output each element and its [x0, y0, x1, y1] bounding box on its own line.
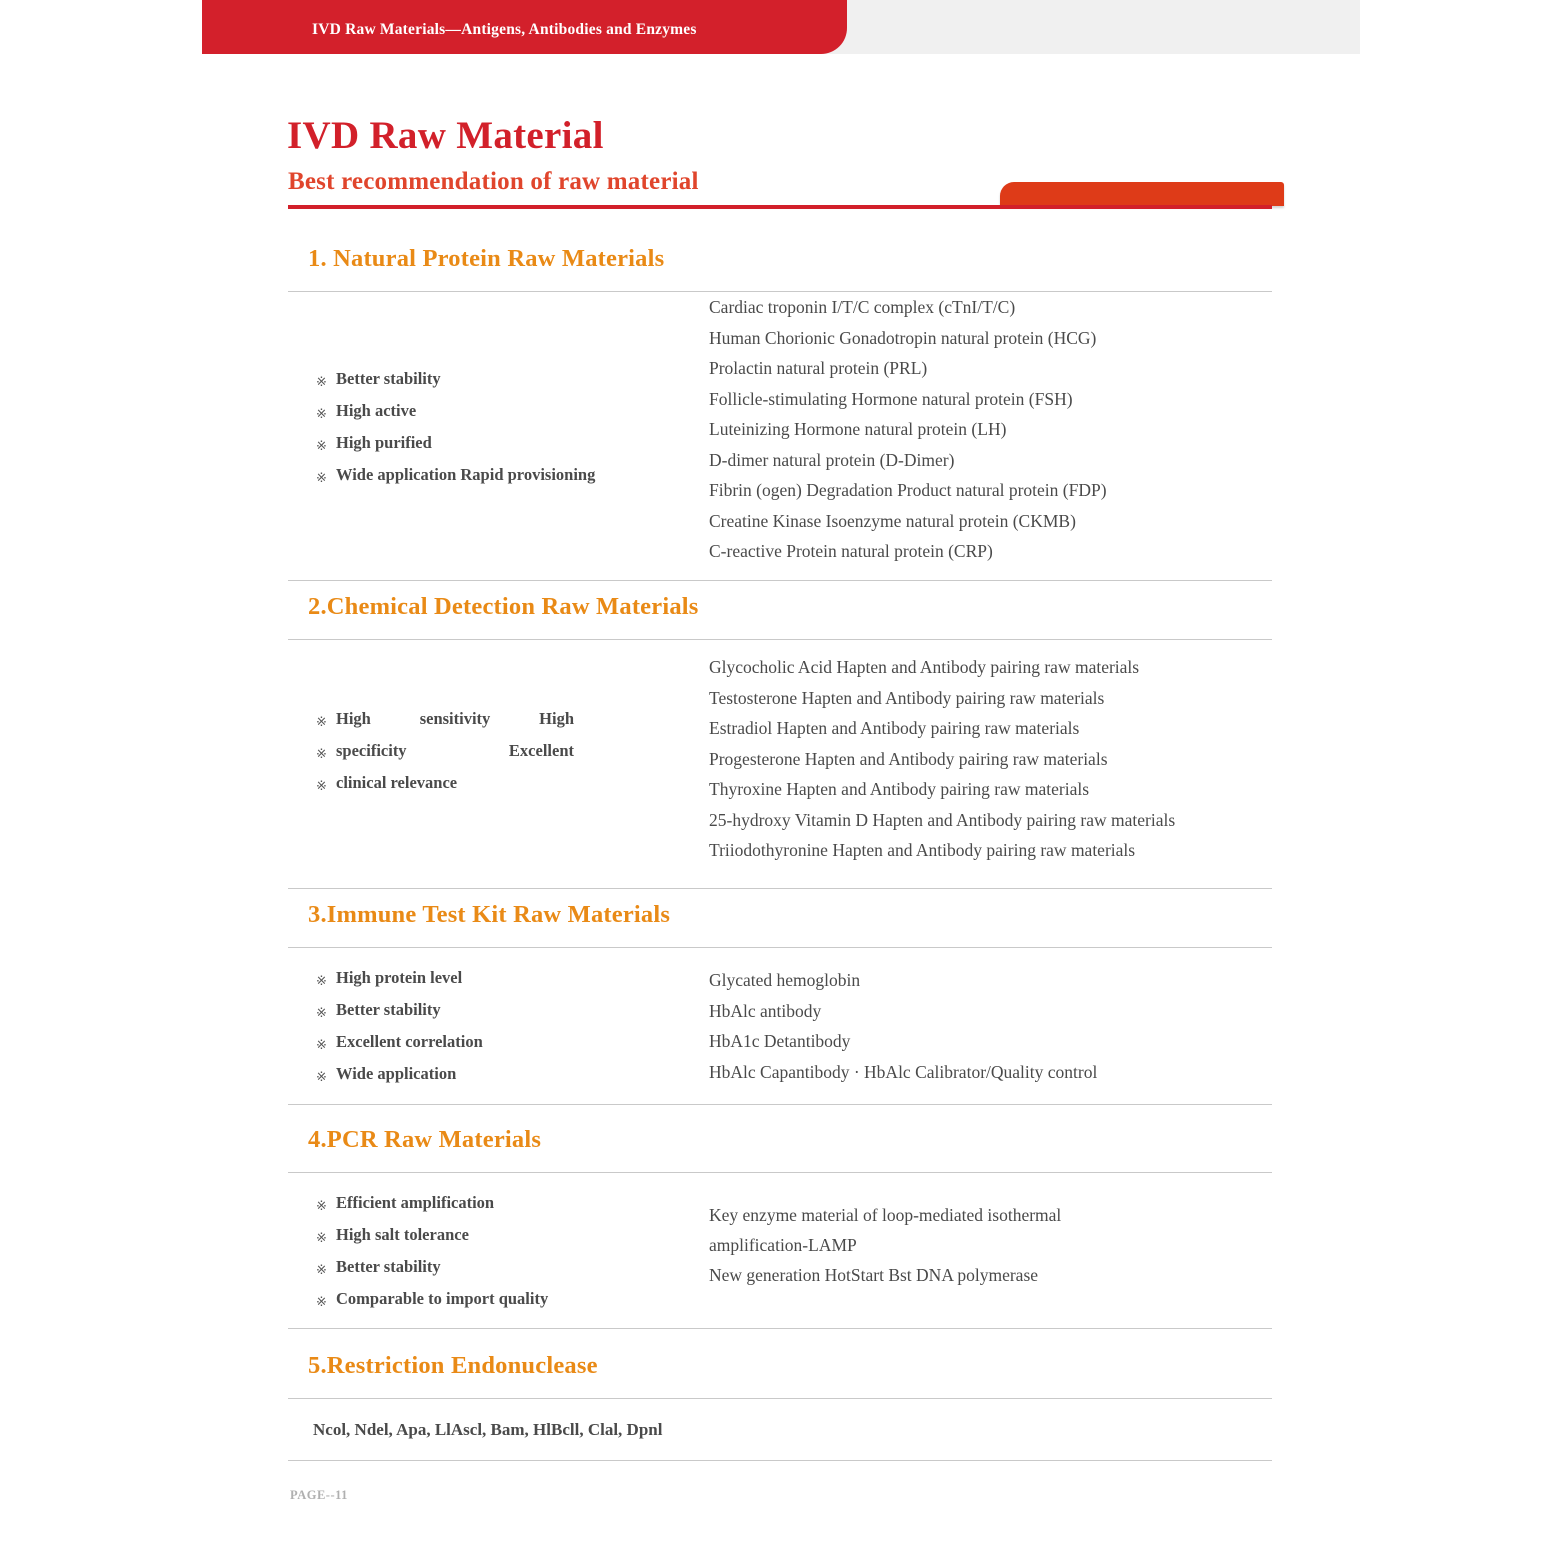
bullet-icon: ※ — [316, 746, 327, 761]
bullet-label: Excellent correlation — [336, 1032, 483, 1051]
bullet-icon: ※ — [316, 1230, 327, 1245]
bullet-icon: ※ — [316, 973, 327, 988]
list-item: C-reactive Protein natural protein (CRP) — [709, 541, 993, 561]
list-item — [316, 368, 696, 393]
list-item: Glycocholic Acid Hapten and Antibody pairing raw materials — [709, 657, 1140, 677]
section-heading-4: 4.PCR Raw Materials — [308, 1126, 542, 1153]
list-item: Testosterone Hapten and Antibody pairing raw materials — [709, 687, 1105, 708]
bullet-icon: ※ — [316, 1294, 327, 1309]
page-subtitle: Best recommendation of raw material — [288, 168, 699, 195]
bullet-icon: ※ — [316, 778, 327, 793]
list-item — [316, 999, 696, 1024]
bullet-icon: ※ — [316, 470, 327, 485]
title-rule — [288, 205, 1272, 209]
bullet-label: Better stability — [336, 369, 441, 388]
bullet-label: High salt tolerance — [336, 1225, 469, 1244]
list-item: HbAlc antibody — [709, 1000, 822, 1021]
bullet-icon: ※ — [316, 406, 327, 421]
bullet-label: Comparable to import quality — [336, 1289, 549, 1308]
list-item — [316, 1224, 696, 1249]
bullet-label: Better stability — [336, 1257, 441, 1276]
bullet-icon: ※ — [316, 1005, 327, 1020]
list-item: Fibrin (ogen) Degradation Product natural protein (FDP) — [709, 480, 1107, 500]
section-1-bullets — [316, 368, 696, 496]
bullet-icon: ※ — [316, 1069, 327, 1084]
list-item — [316, 740, 696, 765]
list-item — [316, 708, 696, 733]
list-item: Creatine Kinase Isoenzyme natural protein (CKMB) — [709, 510, 1076, 531]
bullet-label: Wide application Rapid provisioning — [336, 465, 596, 484]
bullet-label: High purified — [336, 433, 432, 452]
list-item: New generation HotStart Bst DNA polymerase — [709, 1265, 1039, 1285]
list-item — [316, 967, 696, 992]
section-3-items — [709, 965, 1269, 1087]
list-item — [316, 464, 696, 489]
section-divider-5-top — [288, 1328, 1272, 1329]
list-item: Estradiol Hapten and Antibody pairing raw materials — [709, 718, 1080, 738]
list-item: Triiodothyronine Hapten and Antibody pairing raw materials — [709, 840, 1136, 860]
list-item: Key enzyme material of loop-mediated isothermal amplification-LAMP — [709, 1205, 1062, 1255]
list-item: Thyroxine Hapten and Antibody pairing raw materials — [709, 779, 1090, 799]
list-item: Glycated hemoglobin — [709, 970, 861, 990]
bullet-label: clinical relevance — [336, 773, 458, 792]
bullet-label: High protein level — [336, 968, 463, 987]
section-1-items — [709, 292, 1269, 567]
section-divider-3-top — [288, 888, 1272, 889]
section-3-bullets — [316, 967, 696, 1095]
endonuclease-list: Ncol, Ndel, Apa, LlAscl, Bam, HlBcll, Clal, Dpnl — [313, 1420, 663, 1439]
list-item: D-dimer natural protein (D-Dimer) — [709, 449, 955, 470]
list-item — [316, 400, 696, 425]
list-item: Progesterone Hapten and Antibody pairing raw materials — [709, 748, 1108, 769]
bullet-icon: ※ — [316, 374, 327, 389]
header-title: IVD Raw Materials—Antigens, Antibodies and Enzymes — [312, 21, 697, 38]
bullet-label: specificity Excellent — [336, 741, 574, 760]
bullet-label: High sensitivity High — [336, 709, 574, 728]
list-item — [316, 1063, 696, 1088]
list-item: HbAlc Capantibody · HbAlc Calibrator/Quality control — [709, 1061, 1098, 1082]
list-item: Human Chorionic Gonadotropin natural protein (HCG) — [709, 327, 1097, 348]
bullet-icon: ※ — [316, 1037, 327, 1052]
section-divider-2 — [288, 639, 1272, 640]
list-item: Cardiac troponin I/T/C complex (cTnI/T/C) — [709, 297, 1016, 317]
list-item — [316, 772, 696, 797]
bullet-label: Better stability — [336, 1000, 441, 1019]
bullet-icon: ※ — [316, 714, 327, 729]
section-heading-3: 3.Immune Test Kit Raw Materials — [308, 901, 671, 928]
section-divider-3 — [288, 947, 1272, 948]
list-item: 25-hydroxy Vitamin D Hapten and Antibody pairing raw materials — [709, 809, 1176, 830]
section-divider-4-top — [288, 1104, 1272, 1105]
list-item: Follicle-stimulating Hormone natural protein (FSH) — [709, 388, 1073, 409]
footer-divider — [288, 1460, 1272, 1461]
page-title: IVD Raw Material — [287, 114, 604, 157]
section-2-items — [709, 652, 1269, 866]
bullet-label: Wide application — [336, 1064, 457, 1083]
list-item: Prolactin natural protein (PRL) — [709, 358, 928, 378]
bullet-icon: ※ — [316, 1262, 327, 1277]
title-decoration-tab — [1000, 182, 1284, 206]
section-heading-5: 5.Restriction Endonuclease — [308, 1352, 598, 1379]
section-heading-1: 1. Natural Protein Raw Materials — [308, 245, 665, 272]
bullet-icon: ※ — [316, 1198, 327, 1213]
page-number: PAGE--11 — [290, 1488, 348, 1502]
section-4-items — [709, 1200, 1269, 1291]
bullet-label: Efficient amplification — [336, 1193, 495, 1212]
list-item — [316, 1031, 696, 1056]
list-item — [316, 1288, 696, 1313]
list-item — [316, 1256, 696, 1281]
section-4-bullets — [316, 1192, 696, 1320]
section-2-bullets — [316, 708, 696, 804]
section-heading-2: 2.Chemical Detection Raw Materials — [308, 593, 699, 620]
list-item: HbA1c Detantibody — [709, 1031, 851, 1051]
section-divider-5 — [288, 1398, 1272, 1399]
section-divider-2-top — [288, 580, 1272, 581]
list-item — [316, 432, 696, 457]
bullet-icon: ※ — [316, 438, 327, 453]
list-item: Luteinizing Hormone natural protein (LH) — [709, 419, 1007, 439]
section-divider-4 — [288, 1172, 1272, 1173]
list-item — [316, 1192, 696, 1217]
bullet-label: High active — [336, 401, 417, 420]
